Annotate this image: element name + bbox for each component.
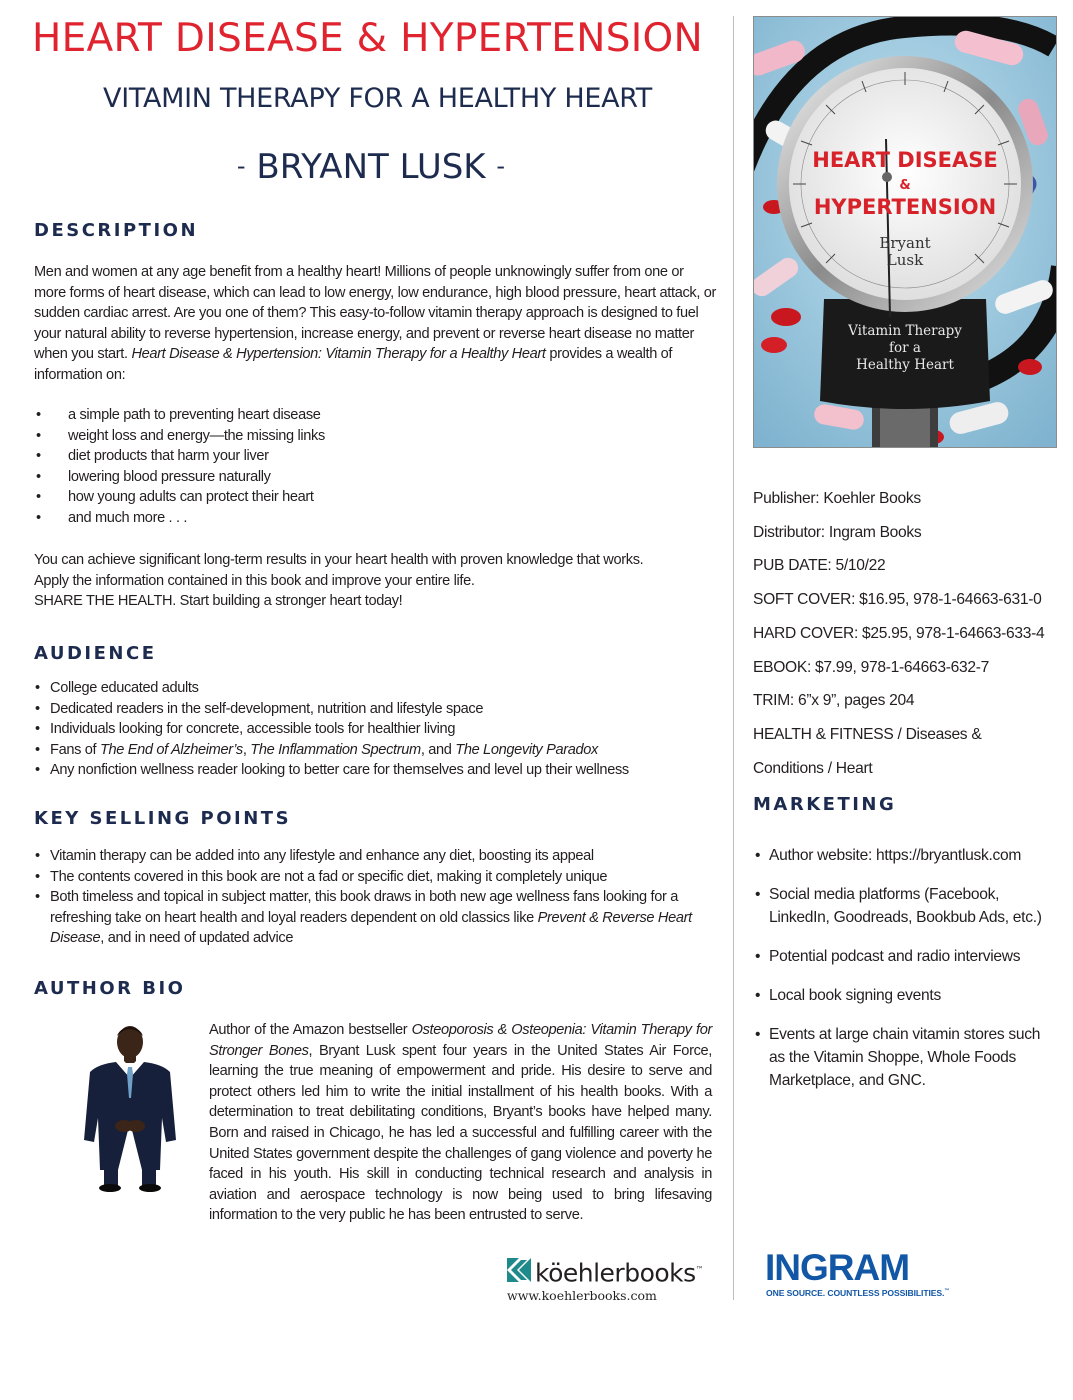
description-closing <box>34 550 734 612</box>
fans-prefix: Fans of <box>50 741 97 758</box>
list-item: • and much more . . . <box>34 508 719 529</box>
list-item: • College educated adults <box>34 678 734 699</box>
koehler-tm: ™ <box>695 1265 704 1274</box>
ksp-last-start: Both timeless and topical in subject matter, this book draws in both new age wellness fans looking for a refreshing take on heart health and loyal readers dependent on old classics like <box>50 889 678 926</box>
detail-hard-cover: HARD COVER: $25.95, 978-1-64663-633-4 <box>753 624 1045 642</box>
list-item: • Social media platforms (Facebook, LinkedIn, Goodreads, Bookbub Ads, etc.) <box>753 883 1058 929</box>
koehler-books-logo <box>507 1254 707 1310</box>
koehler-logo-text: köehlerbooks <box>535 1258 696 1288</box>
description-paragraph <box>34 262 719 386</box>
marketing-heading: MARKETING <box>753 794 897 815</box>
list-item: • how young adults can protect their heart <box>34 487 719 508</box>
detail-category-line-1: HEALTH & FITNESS / Diseases & <box>753 725 982 743</box>
book-cover-art <box>754 17 1056 447</box>
detail-soft-cover: SOFT COVER: $16.95, 978-1-64663-631-0 <box>753 591 1042 609</box>
list-item: • weight loss and energy—the missing links <box>34 426 719 447</box>
author-dash-left: - <box>236 152 246 180</box>
list-item: • a simple path to preventing heart disease <box>34 405 719 426</box>
cover-subtitle-1: Vitamin Therapy <box>848 323 962 339</box>
list-item: • The contents covered in this book are not a fad or specific diet, making it completely unique <box>34 867 694 888</box>
cover-subtitle-3: Healthy Heart <box>856 357 954 373</box>
fans-book-2: The Inflammation Spectrum <box>250 741 421 758</box>
book-cover <box>753 16 1057 448</box>
cover-title-line-1: HEART DISEASE <box>812 148 998 172</box>
column-divider <box>733 16 734 1300</box>
list-item: • Local book signing events <box>753 984 1058 1007</box>
ingram-tagline-text: ONE SOURCE. COUNTLESS POSSIBILITIES. <box>766 1288 945 1298</box>
closing-line-1: You can achieve significant long-term results in your heart health with proven knowledge that works. <box>34 552 644 568</box>
cover-author-last: Lusk <box>886 251 924 269</box>
list-item <box>34 740 734 761</box>
list-item: • Individuals looking for concrete, accessible tools for healthier living <box>34 719 734 740</box>
bio-book-title: Osteoporosis & Osteopenia: Vitamin Therapy for Stronger Bones <box>209 1022 712 1059</box>
koehler-url: www.koehlerbooks.com <box>507 1288 657 1303</box>
koehler-k-icon <box>507 1258 531 1282</box>
author-name: BRYANT LUSK <box>256 147 486 187</box>
detail-pub-date: PUB DATE: 5/10/22 <box>753 557 886 575</box>
key-selling-points-list <box>34 846 694 949</box>
author-bio-heading: AUTHOR BIO <box>34 978 186 999</box>
detail-distributor: Distributor: Ingram Books <box>753 523 922 541</box>
audience-heading: AUDIENCE <box>34 643 157 664</box>
list-item: • Events at large chain vitamin stores such as the Vitamin Shoppe, Whole Foods Marketplace, and GNC. <box>753 1023 1058 1092</box>
description-bullet-list <box>34 405 719 529</box>
ksp-last-end: , and in need of updated advice <box>100 930 294 947</box>
description-heading: DESCRIPTION <box>34 220 199 241</box>
key-selling-points-heading: KEY SELLING POINTS <box>34 808 292 829</box>
description-book-title: Heart Disease & Hypertension: Vitamin Therapy for a Healthy Heart <box>131 346 546 363</box>
page-subtitle: VITAMIN THERAPY FOR A HEALTHY HEART <box>103 83 652 114</box>
cover-title-line-2: HYPERTENSION <box>813 195 997 219</box>
ksp-book-title: Prevent & Reverse Heart Disease <box>50 909 692 947</box>
bio-prefix: Author of the Amazon bestseller <box>209 1022 408 1038</box>
detail-publisher: Publisher: Koehler Books <box>753 490 921 507</box>
audience-list <box>34 678 734 781</box>
list-item: • Any nonfiction wellness reader looking to better care for themselves and level up their wellness <box>34 760 734 781</box>
closing-line-2: Apply the information contained in this book and improve your entire life. <box>34 572 475 589</box>
cover-subtitle-2: for a <box>889 340 921 356</box>
marketing-list <box>753 844 1058 1108</box>
ingram-logo-text: INGRAM <box>765 1247 910 1288</box>
list-item: • lowering blood pressure naturally <box>34 467 719 488</box>
ingram-logo <box>765 1247 950 1304</box>
page-title: HEART DISEASE & HYPERTENSION <box>31 16 704 61</box>
fans-separator-1: , <box>242 741 247 758</box>
list-item: • Potential podcast and radio interviews <box>753 945 1058 968</box>
author-name-line <box>0 144 742 189</box>
bio-body: , Bryant Lusk spent four years in the United States Air Force, learning the true meaning of empowerment and pride. His desire to serve and protect others led him to write the initial installment of his health books. With a determination to treat debilitating conditions, Bryant’s books have helped many. Born and raised in Chicago, he has led a successful and fulfilling career with the United States government despite the challenges of gang violence and poverty he faced in his youth. His skill in conducting technical research and analysis in aviation and aerospace technology is now being used to bring lifesaving information to the very public he has been entrusted to serve. <box>209 1042 712 1224</box>
fans-book-1: The End of Alzheimer’s <box>99 741 243 758</box>
detail-category-line-2: Conditions / Heart <box>753 759 873 777</box>
list-item: • Author website: https://bryantlusk.com <box>753 844 1058 867</box>
detail-ebook: EBOOK: $7.99, 978-1-64663-632-7 <box>753 658 990 676</box>
cover-ampersand: & <box>899 178 911 193</box>
closing-line-3: SHARE THE HEALTH. Start building a stronger heart today! <box>34 593 403 610</box>
detail-trim: TRIM: 6”x 9”, pages 204 <box>753 692 915 710</box>
fans-separator-2: , and <box>420 741 452 758</box>
ingram-tagline <box>766 1288 949 1298</box>
book-details-list <box>753 482 1063 785</box>
list-item <box>34 887 694 949</box>
list-item: • Vitamin therapy can be added into any lifestyle and enhance any diet, boosting its appeal <box>34 846 694 867</box>
description-paragraph-end: provides a wealth of information on: <box>34 346 673 383</box>
fans-book-3: The Longevity Paradox <box>455 741 598 758</box>
cover-author-first: Bryant <box>879 234 931 252</box>
list-item: • diet products that harm your liver <box>34 446 719 467</box>
description-paragraph-start: Men and women at any age benefit from a healthy heart! Millions of people unknowingly suffer from one or more forms of heart disease, which can lead to low energy, low endurance, high blood pressure, heart attack, or sudden cardiac arrest. Are you one of them? This easy-to-follow vitamin therapy approach is designed to fuel your natural ability to reverse hypertension, increase energy, and prevent or reverse heart disease no matter when you start. <box>34 264 717 363</box>
author-photo <box>70 1020 190 1192</box>
ingram-tm: ™ <box>944 1288 950 1295</box>
koehler-logo-name <box>535 1254 703 1289</box>
list-item: • Dedicated readers in the self-development, nutrition and lifestyle space <box>34 699 734 720</box>
author-dash-right: - <box>496 152 506 180</box>
